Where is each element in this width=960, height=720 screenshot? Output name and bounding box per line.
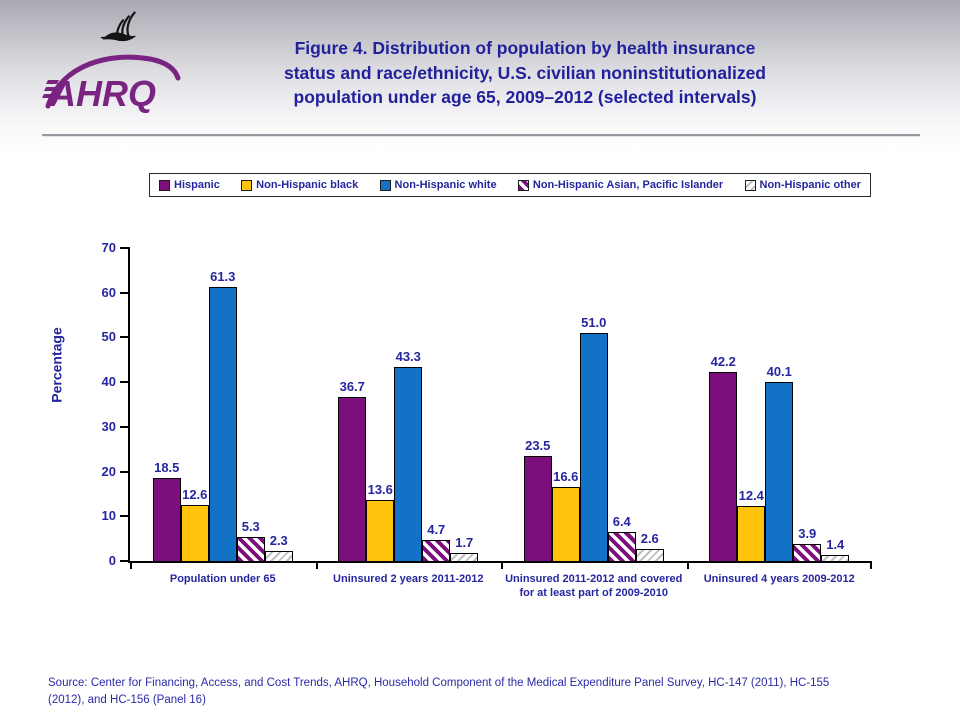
chart-legend <box>149 173 871 197</box>
bar-value-label: 2.3 <box>269 532 288 548</box>
bar-value-label: 61.3 <box>210 268 236 284</box>
y-axis-tick <box>120 292 130 294</box>
bar-value-label: 4.7 <box>427 521 446 537</box>
x-axis-tick <box>687 561 689 569</box>
legend-label-hispanic: Hispanic <box>174 179 220 191</box>
x-axis-tick <box>870 561 872 569</box>
bar-value-label: 12.4 <box>738 487 764 503</box>
y-axis-tick-label: 70 <box>101 240 116 255</box>
bar-non-hispanic-other <box>450 535 478 561</box>
bar-group <box>501 248 687 561</box>
legend-item <box>241 179 358 191</box>
bar-value-label: 3.9 <box>798 525 817 541</box>
bar-non-hispanic-white <box>765 363 793 561</box>
y-axis-tick-label: 20 <box>101 463 116 479</box>
bar-value-label: 2.6 <box>640 531 659 547</box>
legend-item <box>518 179 723 191</box>
bar-value-label: 42.2 <box>710 354 736 370</box>
bar-non-hispanic-asian-pacific-islander <box>608 514 636 561</box>
bar-value-label: 16.6 <box>553 468 579 484</box>
bar-value-label: 43.3 <box>395 349 421 365</box>
bar-value-label: 1.4 <box>826 536 845 552</box>
y-axis-title <box>46 225 68 505</box>
legend-label-non-hispanic-black: Non-Hispanic black <box>256 179 359 191</box>
y-axis-tick <box>120 426 130 428</box>
bar-value-label: 13.6 <box>367 482 393 498</box>
legend-label-non-hispanic-white: Non-Hispanic white <box>394 179 497 191</box>
source-line-2: (2012), and HC-156 (Panel 16) <box>48 693 206 706</box>
y-axis-tick <box>120 247 130 249</box>
plot-area <box>101 240 872 568</box>
source-line-1: Source: Center for Financing, Access, and Cost Trends, AHRQ, Household Component of the Medical Expenditure Panel Survey, HC-147 (2011), HC-155 <box>48 677 830 689</box>
y-axis-tick-label: 0 <box>108 553 116 568</box>
figure-title-line-1: Figure 4. Distribution of population by health insurance <box>294 38 756 58</box>
figure-title-line-2: status and race/ethnicity, U.S. civilian noninstitutionalized <box>284 62 766 83</box>
y-axis-tick-label: 10 <box>101 508 116 524</box>
header-divider <box>42 134 920 137</box>
legend-item <box>380 179 497 191</box>
figure-title-line-3: population under age 65, 2009–2012 (selected intervals) <box>293 87 757 107</box>
bar-hispanic <box>153 460 181 561</box>
x-axis-category-label: Uninsured 4 years 2009-2012 <box>703 573 855 585</box>
y-axis-tick-label: 30 <box>101 418 116 434</box>
bar-non-hispanic-white <box>394 349 422 561</box>
bar-non-hispanic-white <box>580 314 608 561</box>
bar-value-label: 1.7 <box>455 535 474 551</box>
bar-value-label: 23.5 <box>525 437 551 453</box>
bar-non-hispanic-other <box>821 536 849 561</box>
bar-non-hispanic-black <box>181 486 209 561</box>
x-axis-category-label: Uninsured 2 years 2011-2012 <box>333 573 484 585</box>
ahrq-wordmark <box>42 48 182 114</box>
legend-swatch-non-hispanic-black <box>241 180 252 191</box>
legend-label-non-hispanic-asian-pacific-islander: Non-Hispanic Asian, Pacific Islander <box>532 179 724 191</box>
ahrq-text: AHRQ <box>50 73 156 114</box>
x-axis-category-label: Population under 65 <box>169 573 276 585</box>
bar-non-hispanic-black <box>737 487 765 561</box>
bar-value-label: 18.5 <box>154 460 180 476</box>
x-axis-tick <box>501 561 503 569</box>
bar-group <box>316 248 502 561</box>
bar-non-hispanic-asian-pacific-islander <box>422 521 450 561</box>
bar-non-hispanic-other <box>265 532 293 561</box>
y-axis-tick-label: 60 <box>101 284 116 300</box>
y-axis-tick-label: 50 <box>101 329 116 345</box>
legend-swatch-non-hispanic-asian-pacific-islander <box>518 180 529 191</box>
legend-swatch-non-hispanic-white <box>380 180 391 191</box>
y-axis-title-text: Percentage <box>49 327 66 403</box>
bar-value-label: 36.7 <box>339 378 365 394</box>
source-note <box>48 675 928 708</box>
y-axis-tick-label: 40 <box>101 374 116 390</box>
bar-non-hispanic-asian-pacific-islander <box>237 519 265 561</box>
bar-value-label: 5.3 <box>241 519 260 535</box>
bar-non-hispanic-black <box>366 482 394 561</box>
y-axis-tick <box>120 381 130 383</box>
bar-value-label: 12.6 <box>182 486 208 502</box>
bar-non-hispanic-black <box>552 468 580 561</box>
y-axis-tick <box>120 560 130 562</box>
bar-non-hispanic-white <box>209 268 237 561</box>
legend-label-non-hispanic-other: Non-Hispanic other <box>759 179 861 191</box>
legend-swatch-non-hispanic-other <box>745 180 756 191</box>
figure-title <box>228 36 822 110</box>
y-axis-tick <box>120 515 130 517</box>
bar-non-hispanic-other <box>636 531 664 561</box>
bar-group <box>687 248 873 561</box>
bar-group <box>130 248 316 561</box>
bar-value-label: 40.1 <box>766 363 792 379</box>
legend-swatch-hispanic <box>159 180 170 191</box>
bar-hispanic <box>524 437 552 561</box>
legend-item <box>159 179 220 191</box>
x-axis-tick <box>130 561 132 569</box>
bar-hispanic <box>338 378 366 561</box>
hhs-eagle-icon <box>100 8 148 46</box>
bar-value-label: 51.0 <box>581 314 607 330</box>
legend-item <box>745 179 861 191</box>
y-axis-tick <box>120 336 130 338</box>
x-axis-category-label: Uninsured 2011-2012 and covered for at least part of 2009-2010 <box>505 573 683 600</box>
y-axis-tick <box>120 471 130 473</box>
bar-value-label: 6.4 <box>612 514 631 530</box>
x-axis-tick <box>316 561 318 569</box>
bar-non-hispanic-asian-pacific-islander <box>793 525 821 561</box>
bar-hispanic <box>709 354 737 561</box>
ahrq-logo <box>42 6 192 118</box>
